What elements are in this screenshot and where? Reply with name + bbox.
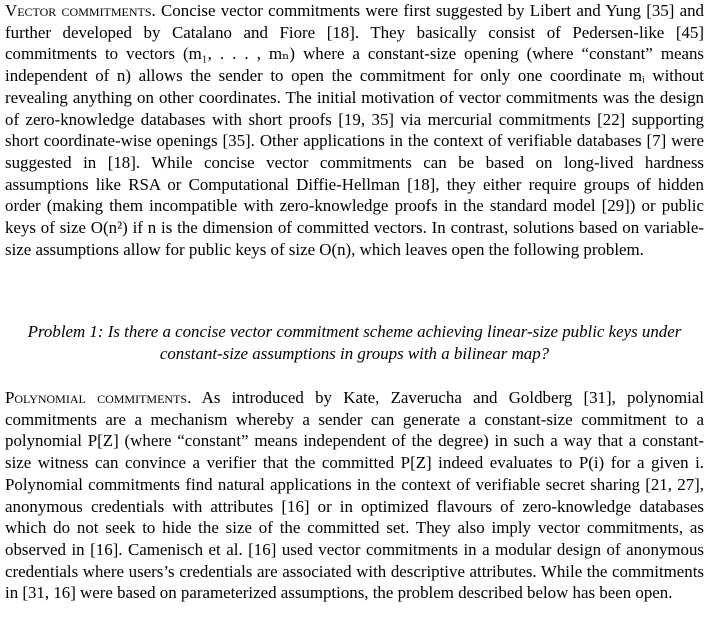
polynomial-commitments-body: As introduced by Kate, Zaverucha and Goldberg [31], polynomial commitments are a mechanism whereby a sender can generate a constant-size commitment to a polynomial P[Z] (where “constant” means independent of the degree) in such a way that a constant-size witness can convince a verifier that the committed P[Z] indeed evaluates to P(i) for a given i. Polynomial commitments find natural applications in the context of verifiable secret sharing [21, 27], anonymous credentials with attributes [16] or in optimized flavours of zero-knowledge databases which do not seek to hide the size of the committed set. They also imply vector commitments, as observed in [16]. Camenisch et al. [16] used vector commitments in a modular design of anonymous credentials where users’s credentials are associated with descriptive attributes. While the commitments in [31, 16] were based on parameterized assumptions, the problem described below has been open. bbox=[5, 388, 704, 603]
polynomial-commitments-paragraph bbox=[5, 387, 704, 604]
vector-commitments-body: Concise vector commitments were first suggested by Libert and Yung [35] and further developed by Catalano and Fiore [18]. They basically consist of Pedersen-like [45] commitments to vectors (m₁, . . . , mₙ) where a constant-size opening (where “constant” means independent of n) allows the sender to open the commitment for only one coordinate mᵢ without revealing anything on other coordinates. The initial motivation of vector commitments was the design of zero-knowledge databases with short proofs [19, 35] via mercurial commitments [22] supporting short coordinate-wise openings [35]. Other applications in the context of verifiable databases [7] were suggested in [18]. While concise vector commitments can be based on long-lived hardness assumptions like RSA or Computational Diffie-Hellman [18], they either require groups of hidden order (making them incompatible with zero-knowledge proofs in the standard model [29]) or public keys of size O(n²) if n is the dimension of committed vectors. In contrast, solutions based on variable-size assumptions allow for public keys of size O(n), which leaves open the following problem. bbox=[5, 1, 704, 259]
vector-commitments-heading: Vector commitments. bbox=[5, 1, 156, 20]
polynomial-commitments-heading: Polynomial commitments. bbox=[5, 388, 192, 407]
open-problem-block bbox=[5, 321, 704, 364]
vector-commitments-paragraph bbox=[5, 0, 704, 260]
open-problem-statement: Problem 1: Is there a concise vector commitment scheme achieving linear-size public keys under constant-size assumptions in groups with a bilinear map? bbox=[27, 322, 682, 363]
